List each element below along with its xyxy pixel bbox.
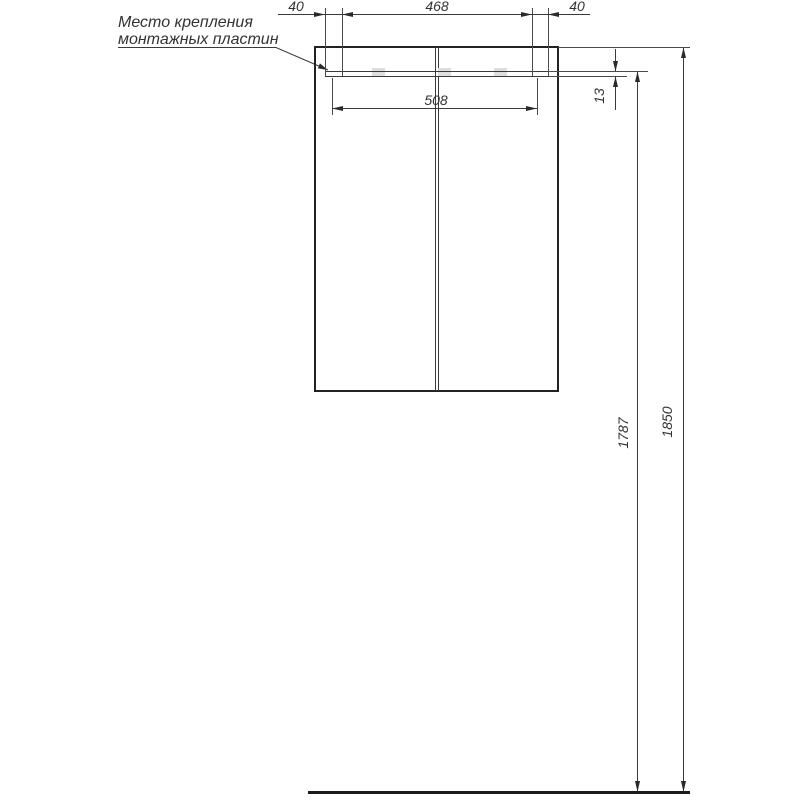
arrow-down-icon: [635, 781, 640, 792]
arrow-up-icon: [635, 72, 640, 83]
dimension-value-40-right: 40: [569, 0, 585, 14]
arrow-up-icon: [681, 48, 686, 59]
leader-arrowhead-icon: [318, 63, 328, 70]
dimension-value-13: 13: [591, 88, 607, 104]
dimension-value-468: 468: [425, 0, 449, 14]
arrow-down-icon: [681, 781, 686, 792]
top-dimension-chain: [278, 0, 590, 76]
leader-line: [118, 48, 328, 71]
annotation-line-1: Место крепления: [118, 14, 253, 31]
arrow-right-icon: [521, 12, 532, 17]
dimension-value-1787: 1787: [615, 417, 631, 449]
dimension-value-1850: 1850: [659, 406, 675, 438]
arrow-left-icon: [332, 106, 343, 111]
annotation-line-2: монтажных пластин: [118, 31, 279, 48]
plate-height-dimension: [548, 49, 648, 110]
dimension-value-508: 508: [424, 92, 448, 108]
height-to-plate-dimension: [615, 72, 640, 793]
arrow-down-icon: [613, 61, 618, 72]
arrow-left-icon: [548, 12, 559, 17]
mounting-plate-annotation: [118, 14, 328, 70]
dimension-value-40-left: 40: [288, 0, 304, 14]
mounting-rail: [325, 68, 548, 77]
arrow-up-icon: [613, 77, 618, 88]
arrow-right-icon: [314, 12, 325, 17]
arrow-left-icon: [342, 12, 353, 17]
rail-length-dimension: [332, 78, 538, 115]
arrow-right-icon: [526, 106, 537, 111]
